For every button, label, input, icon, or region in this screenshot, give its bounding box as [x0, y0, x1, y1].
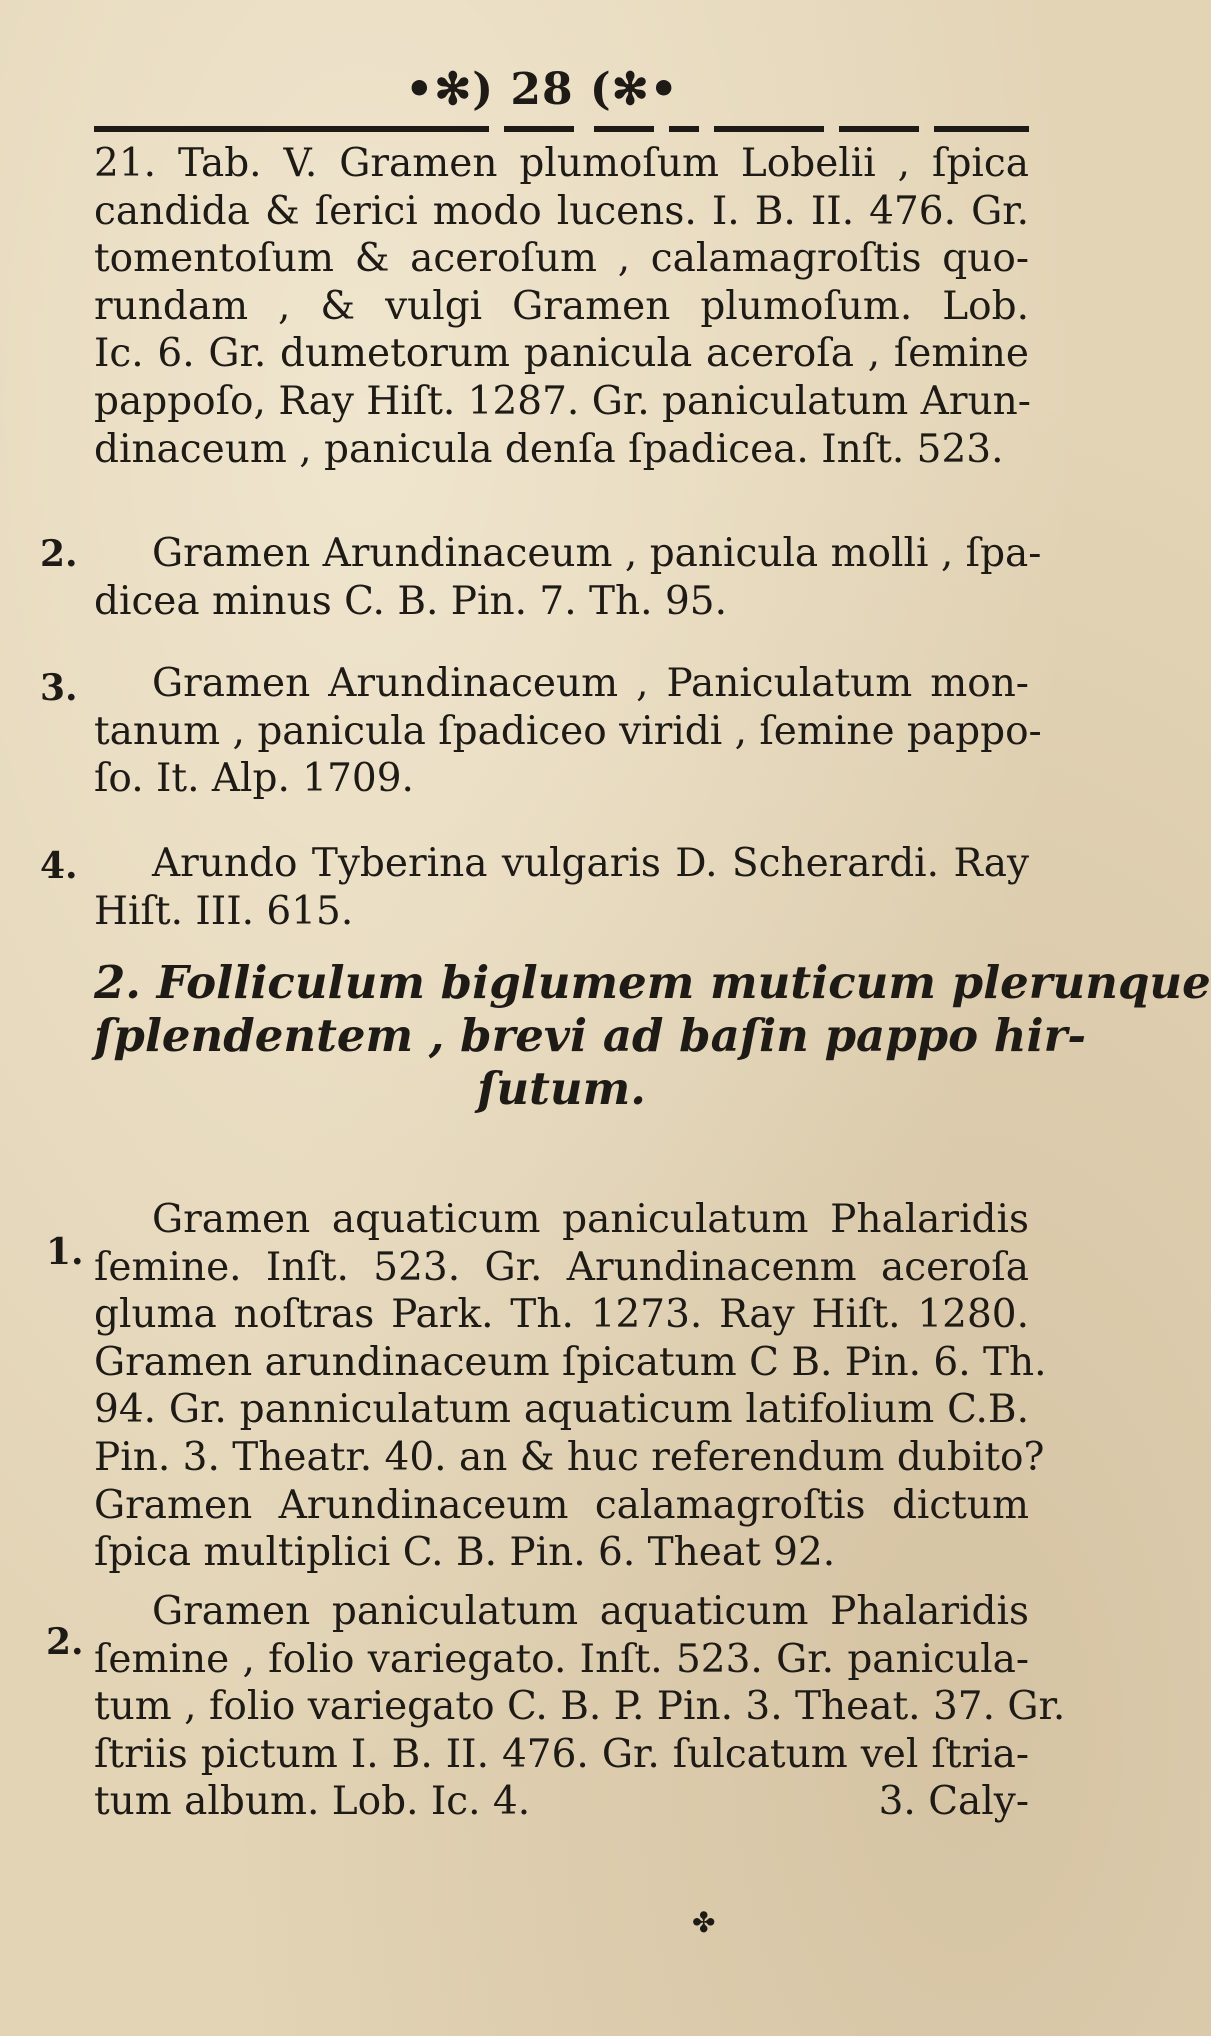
heading-line: ſplendentem , brevi ad baſin pappo hir- — [94, 1009, 1086, 1062]
entry-number: 1. — [46, 1231, 84, 1273]
text-line: ſo. It. Alp. 1709. — [94, 756, 414, 802]
text-line: tomentoſum & aceroſum , calamagroſtis quo- — [94, 236, 1029, 282]
signature-mark: ✤ — [692, 1906, 716, 1939]
text-line: 21. Tab. V. Gramen plumoſum Lobelii , ſpica — [94, 141, 1029, 186]
entry-number: 4. — [40, 845, 78, 887]
text-line: pappoſo, Ray Hiſt. 1287. Gr. paniculatum Arun- — [94, 378, 1031, 424]
text-line: rundam , & vulgi Gramen plumoſum. Lob. — [94, 283, 1029, 329]
text-line: ſpica multiplici C. B. Pin. 6. Theat 92. — [94, 1530, 836, 1576]
header-rule — [94, 126, 1029, 133]
text-line: dicea minus C. B. Pin. 7. Th. 95. — [94, 578, 727, 624]
entry-number: 2. — [46, 1621, 84, 1663]
text-line: Ic. 6. Gr. dumetorum panicula aceroſa , ſemine — [94, 331, 1029, 377]
text-line: Hiſt. III. 615. — [94, 888, 354, 934]
entry-2 — [94, 530, 1042, 625]
last-line-text: tum album. Lob. Ic. 4. — [94, 1779, 531, 1825]
text-line: tanum , panicula ſpadiceo viridi , ſemine pappo- — [94, 708, 1042, 754]
entry-number: 2. — [40, 533, 78, 575]
text-line: candida & ſerici modo lucens. I. B. II. 476. Gr. — [94, 188, 1029, 234]
entry-number: 3. — [40, 667, 78, 709]
text-line: Gramen Arundinaceum calamagroſtis dictum — [94, 1482, 1029, 1528]
text-line: dinaceum , panicula denſa ſpadicea. Inſt. 523. — [94, 426, 1004, 472]
entry-phalaridis-1 — [94, 1196, 1047, 1577]
catchword: 3. Caly- — [878, 1779, 1029, 1825]
entry-3 — [94, 660, 1042, 803]
text-line: ſemine , folio variegato. Inſt. 523. Gr. panicula- — [94, 1636, 1029, 1682]
entry-phalaridis-2 — [94, 1588, 1066, 1826]
section-heading — [94, 956, 1211, 1115]
text-line — [94, 1778, 1029, 1826]
running-header: •✻) 28 (✻• — [405, 64, 679, 115]
text-line: Gramen Arundinaceum , panicula molli , ſpa- — [152, 531, 1042, 576]
text-line: Gramen aquaticum paniculatum Phalaridis — [152, 1197, 1029, 1242]
text-line: Gramen paniculatum aquaticum Phalaridis — [152, 1589, 1029, 1634]
entry-4 — [94, 840, 1029, 935]
text-line: Pin. 3. Theatr. 40. an & huc referendum dubito? — [94, 1434, 1045, 1480]
text-line: ſemine. Inſt. 523. Gr. Arundinacenm aceroſa — [94, 1244, 1029, 1290]
text-line: tum , folio variegato C. B. P. Pin. 3. Theat. 37. Gr. — [94, 1684, 1066, 1730]
text-line: Gramen arundinaceum ſpicatum C B. Pin. 6. Th. — [94, 1339, 1047, 1385]
heading-line: ſutum. — [477, 1062, 646, 1115]
text-line: 94. Gr. panniculatum aquaticum latifolium C.B. — [94, 1387, 1029, 1433]
heading-line: 2. Folliculum biglumem muticum plerunque — [94, 956, 1211, 1009]
text-line: gluma noſtras Park. Th. 1273. Ray Hiſt. 1280. — [94, 1292, 1029, 1338]
entry-21 — [94, 140, 1029, 473]
text-line: Arundo Tyberina vulgaris D. Scherardi. Ray — [152, 841, 1029, 886]
text-line: ſtriis pictum I. B. II. 476. Gr. ſulcatum vel ſtria- — [94, 1731, 1029, 1777]
text-line: Gramen Arundinaceum , Paniculatum mon- — [152, 661, 1029, 706]
